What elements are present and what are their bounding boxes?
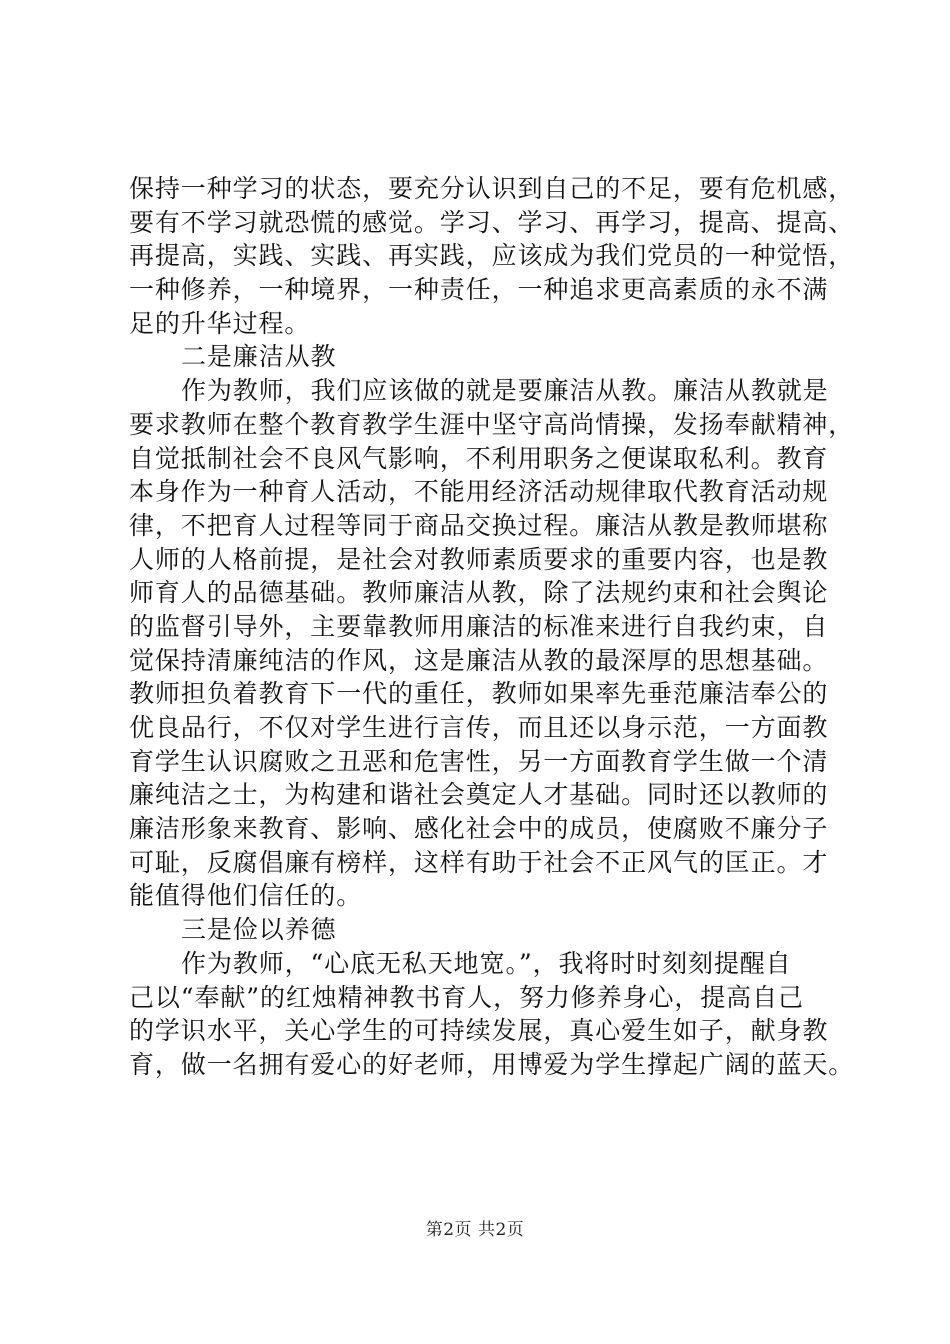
text-line: 师育人的品德基础。教师廉洁从教，除了法规约束和社会舆论 bbox=[129, 578, 829, 608]
section-heading: 三是俭以养德 bbox=[181, 915, 337, 945]
text-line: 足的升华过程。 bbox=[129, 308, 311, 338]
text-line: 本身作为一种育人活动，不能用经济活动规律取代教育活动规 bbox=[129, 477, 829, 507]
section-heading: 二是廉洁从教 bbox=[181, 342, 337, 372]
paragraph-start-line: 作为教师，“心底无私天地宽。”，我将时时刻刻提醒自 bbox=[181, 948, 792, 978]
text-line: 优良品行，不仅对学生进行言传，而且还以身示范，一方面教 bbox=[129, 713, 829, 742]
text-line: 一种修养，一种境界，一种责任，一种追求更高素质的永不满 bbox=[129, 275, 829, 305]
text-line: 觉保持清廉纯洁的作风，这是廉洁从教的最深厚的思想基础。 bbox=[129, 645, 829, 675]
text-line: 律，不把育人过程等同于商品交换过程。廉洁从教是教师堪称 bbox=[129, 510, 829, 540]
text-line: 育，做一名拥有爱心的好老师，用博爱为学生撑起广阔的蓝天。 bbox=[129, 1049, 855, 1079]
page-number-footer: 第2页 共2页 bbox=[425, 1220, 525, 1240]
text-line: 的学识水平，关心学生的可持续发展，真心爱生如子，献身教 bbox=[129, 1016, 829, 1046]
text-line: 可耻，反腐倡廉有榜样，这样有助于社会不正风气的匡正。才 bbox=[129, 847, 829, 877]
text-line: 能值得他们信任的。 bbox=[129, 881, 363, 911]
text-line: 要求教师在整个教育教学生涯中坚守高尚情操，发扬奉献精神， bbox=[129, 409, 855, 439]
text-line: 要有不学习就恐慌的感觉。学习、学习、再学习，提高、提高、 bbox=[129, 207, 855, 237]
text-line: 教师担负着教育下一代的重任，教师如果率先垂范廉洁奉公的 bbox=[129, 679, 829, 709]
text-line: 再提高，实践、实践、再实践，应该成为我们党员的一种觉悟， bbox=[129, 241, 855, 271]
document-body bbox=[129, 172, 855, 1082]
text-line: 自觉抵制社会不良风气影响，不利用职务之便谋取私利。教育 bbox=[129, 443, 829, 473]
text-line: 人师的人格前提，是社会对教师素质要求的重要内容，也是教 bbox=[129, 544, 829, 574]
text-line: 育学生认识腐败之丑恶和危害性，另一方面教育学生做一个清 bbox=[129, 746, 829, 776]
text-line: 廉纯洁之士，为构建和谐社会奠定人才基础。同时还以教师的 bbox=[129, 780, 829, 810]
text-line: 保持一种学习的状态，要充分认识到自己的不足，要有危机感， bbox=[129, 174, 855, 203]
text-line: 廉洁形象来教育、影响、感化社会中的成员，使腐败不廉分子 bbox=[129, 814, 829, 844]
text-line: 己以“奉献”的红烛精神教书育人，努力修养身心，提高自己 bbox=[129, 982, 804, 1012]
text-line: 的监督引导外，主要靠教师用廉洁的标准来进行自我约束，自 bbox=[129, 611, 829, 641]
paragraph-start-line: 作为教师，我们应该做的就是要廉洁从教。廉洁从教就是 bbox=[181, 376, 829, 406]
